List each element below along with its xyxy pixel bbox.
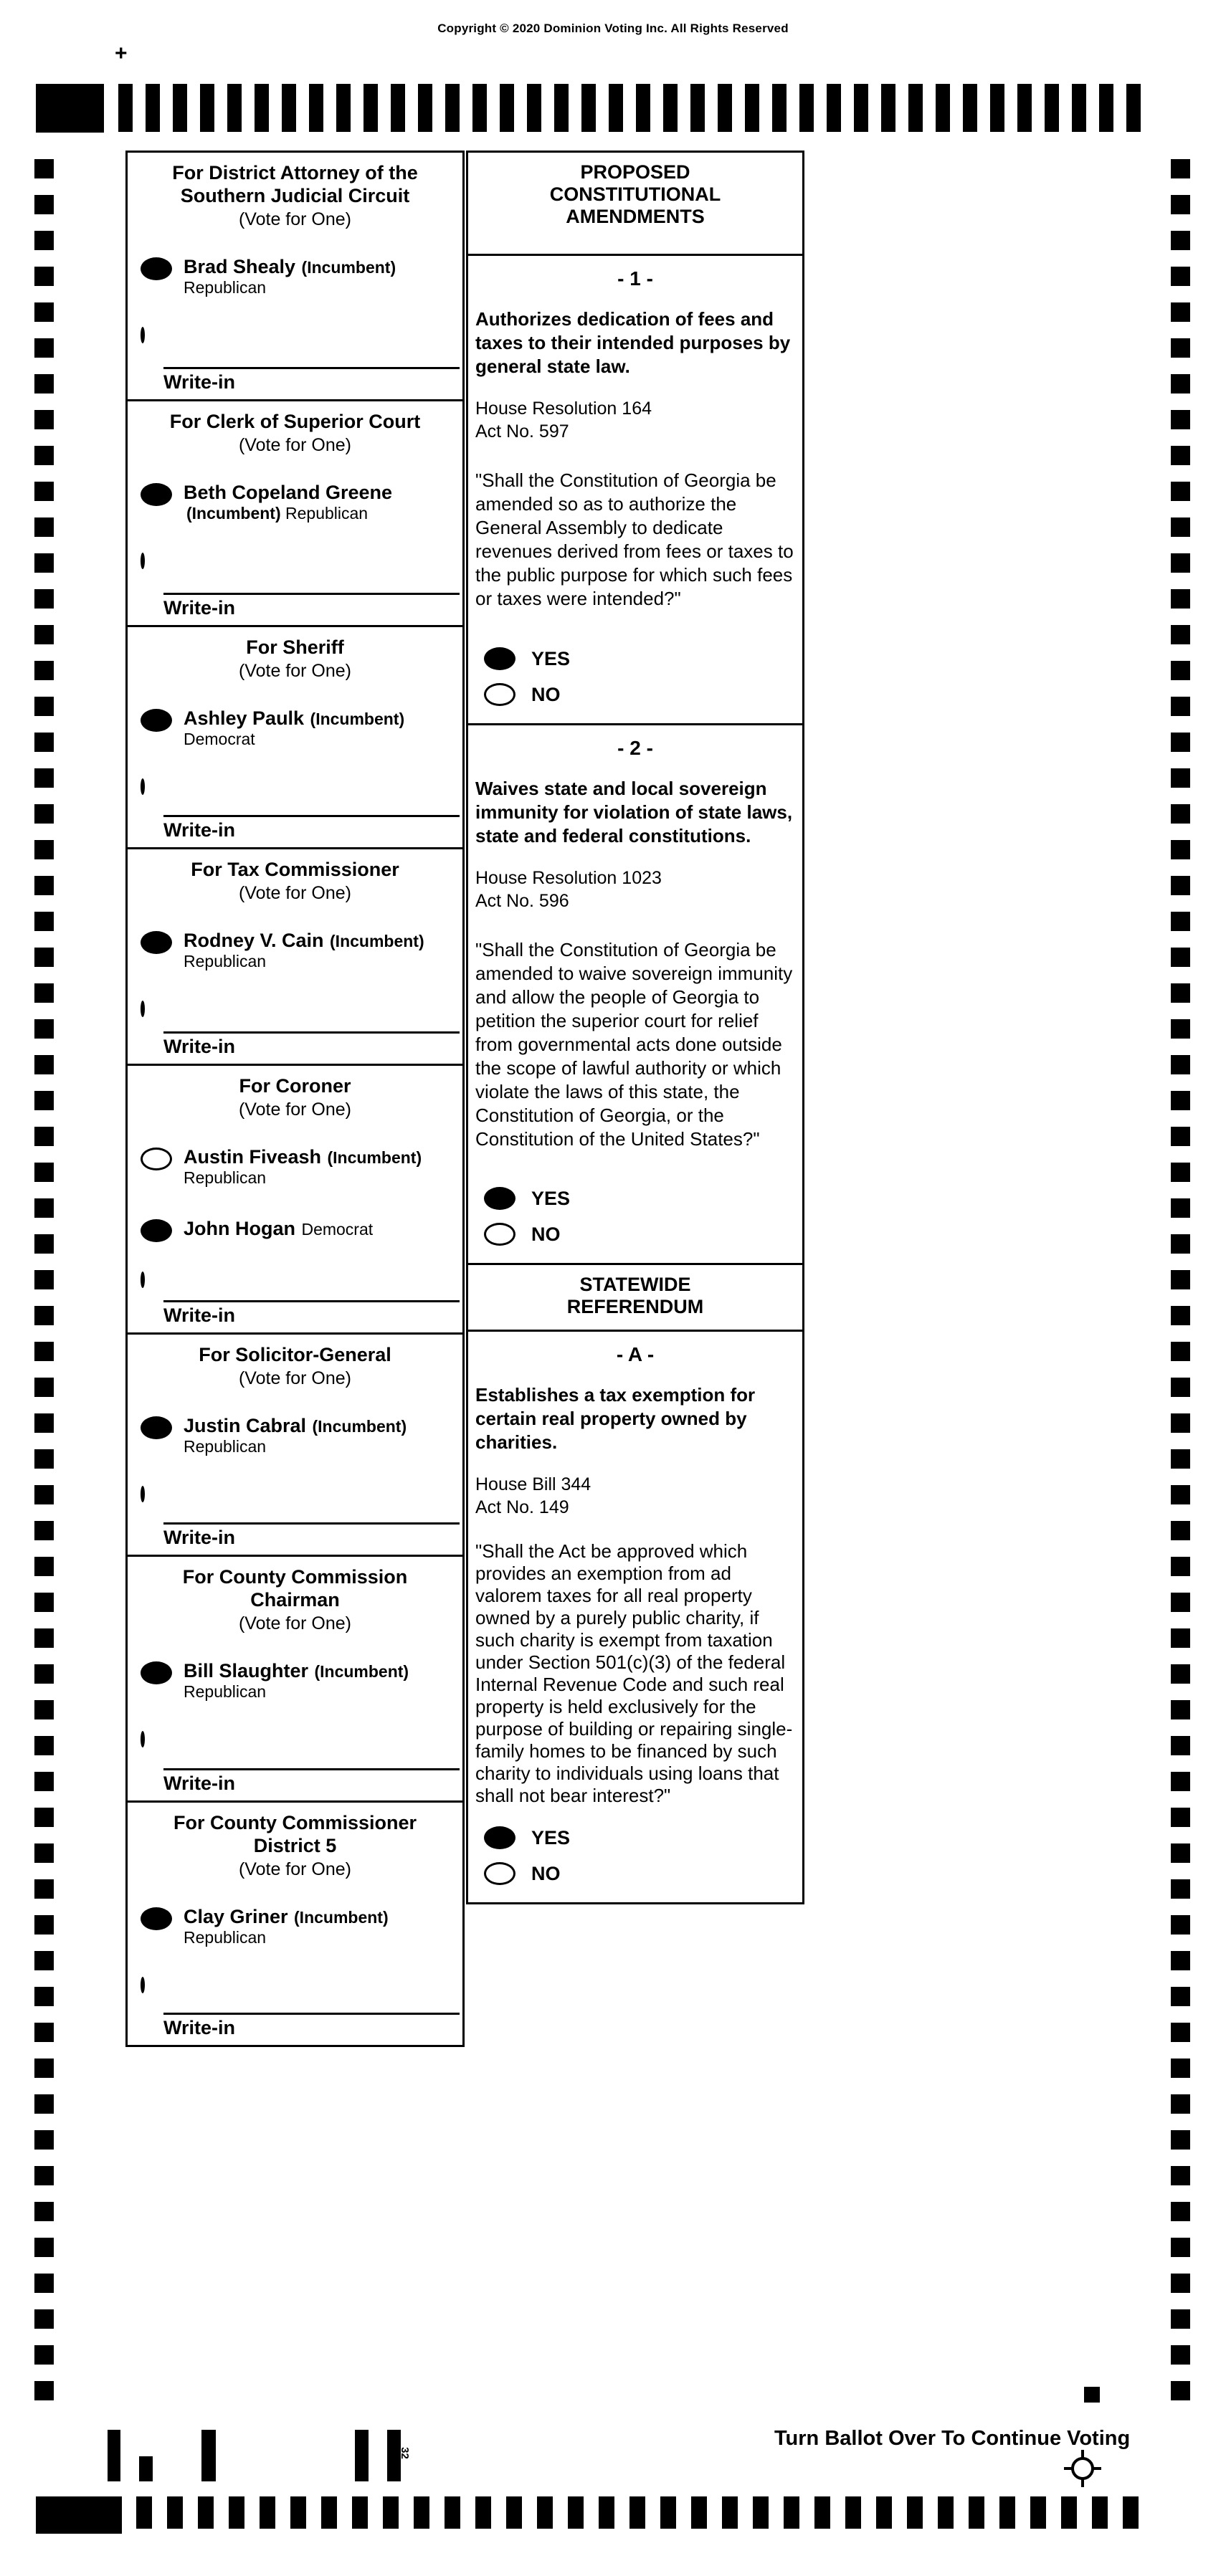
write-in-area [128, 1300, 462, 1327]
vote-for-instruction: (Vote for One) [238, 661, 352, 681]
measure-number: - A - [616, 1343, 655, 1365]
write-in-line[interactable] [163, 1300, 460, 1302]
measure-question: "Shall the Act be approved which provides an exemption from ad valorem taxes for all real property owned by a purely public charity, if such charity is exempt from taxation under Section 501(c)(3) of the federal Internal Revenue Code and such real property is held exclusively for the purpose of building or repairing single-family homes to be financed by such charity to individuals using loans that shall not bear interest?" [475, 1540, 793, 1806]
measure-references: House Resolution 164 Act No. 597 [475, 399, 652, 442]
candidate-row [141, 1660, 458, 1702]
write-in-area [128, 1031, 462, 1058]
measure-options [468, 647, 802, 706]
contest-title: For Clerk of Superior Court [169, 411, 421, 432]
option-label: NO [531, 1223, 561, 1245]
contest-solicitor-general [125, 1332, 465, 1557]
stub-barcode-bar [139, 2456, 153, 2481]
amendments-header: PROPOSED CONSTITUTIONAL AMENDMENTS [466, 151, 804, 256]
vote-for-instruction: (Vote for One) [238, 883, 352, 903]
write-in-candidate-row [141, 1003, 458, 1016]
contest-title: For Coroner [239, 1075, 351, 1097]
candidate-party: (Incumbent) Democrat [184, 710, 405, 748]
vote-oval[interactable] [141, 709, 172, 732]
candidate-party: (Incumbent) Republican [184, 258, 396, 297]
write-in-area [128, 367, 462, 393]
contest-commission-chairman [125, 1555, 465, 1803]
contest-sheriff [125, 625, 465, 849]
measure-summary: Waives state and local sovereign immunity for violation of state laws, state and federal constitutions. [475, 778, 793, 846]
candidate-row [141, 482, 458, 523]
amendment-2 [466, 723, 804, 1265]
write-in-label: Write-in [163, 597, 235, 619]
candidate-name: Bill Slaughter [184, 1660, 309, 1681]
contest-title: For Tax Commissioner [191, 859, 399, 880]
candidate-row [141, 1146, 458, 1188]
vote-oval[interactable] [141, 1219, 172, 1242]
timing-mark-bottom-block [36, 2496, 122, 2534]
candidate-party: (Incumbent) Republican [184, 1908, 389, 1947]
write-in-label: Write-in [163, 1773, 235, 1794]
contest-district-attorney [125, 151, 465, 401]
stub-code: 32 [398, 2447, 411, 2459]
candidate-party: (Incumbent) Republican [184, 1417, 407, 1456]
vote-oval[interactable] [484, 683, 515, 706]
stub-barcode-bar [108, 2430, 120, 2481]
vote-oval[interactable] [141, 1416, 172, 1439]
option-label: YES [531, 647, 571, 669]
write-in-line[interactable] [163, 2013, 460, 2015]
stub-barcode-bar [201, 2430, 216, 2481]
write-in-candidate-row [141, 1733, 458, 1746]
timing-marks-left [34, 159, 54, 2403]
option-no-row [484, 1223, 802, 1246]
contest-coroner [125, 1064, 465, 1335]
contest-title: For County Commissioner District 5 [173, 1812, 417, 1856]
option-label: NO [531, 683, 561, 705]
contest-title: For County Commission Chairman [182, 1566, 408, 1611]
write-in-candidate-row [141, 1979, 458, 1992]
vote-oval[interactable] [141, 257, 172, 280]
candidate-row [141, 707, 458, 749]
vote-oval[interactable] [141, 483, 172, 506]
write-in-candidate-row [141, 555, 458, 568]
vote-oval[interactable] [484, 1223, 515, 1246]
vote-oval[interactable] [141, 1907, 172, 1930]
registration-crosshair-icon [1063, 2448, 1103, 2489]
contests-column [125, 151, 465, 2047]
referendum-a [466, 1330, 804, 1904]
vote-for-instruction: (Vote for One) [238, 435, 352, 455]
write-in-label: Write-in [163, 2017, 235, 2038]
measure-options [468, 1826, 802, 1885]
contest-title: For Sheriff [246, 636, 344, 658]
write-in-oval[interactable] [141, 1001, 145, 1017]
candidate-party: Democrat [301, 1220, 374, 1239]
write-in-line[interactable] [163, 1768, 460, 1770]
vote-for-instruction: (Vote for One) [238, 1099, 352, 1120]
measure-references: House Bill 344 Act No. 149 [475, 1474, 591, 1517]
candidate-name: Austin Fiveash [184, 1146, 322, 1168]
option-no-row [484, 1862, 802, 1885]
measure-summary: Authorizes dedication of fees and taxes to their intended purposes by general state law. [475, 308, 791, 377]
alignment-plus-icon: + [115, 42, 128, 65]
candidate-row [141, 1415, 458, 1456]
option-label: YES [531, 1826, 571, 1848]
candidate-name: Ashley Paulk [184, 707, 305, 729]
vote-oval[interactable] [484, 1862, 515, 1885]
candidate-party: (Incumbent) Republican [184, 1662, 409, 1701]
vote-oval[interactable] [484, 1187, 515, 1210]
option-yes-row [484, 1187, 802, 1210]
write-in-label: Write-in [163, 1304, 235, 1326]
vote-for-instruction: (Vote for One) [238, 209, 352, 229]
vote-oval[interactable] [141, 1148, 172, 1170]
write-in-line[interactable] [163, 815, 460, 817]
write-in-label: Write-in [163, 1036, 235, 1057]
referendum-header: STATEWIDE REFERENDUM [466, 1263, 804, 1332]
write-in-candidate-row [141, 1488, 458, 1501]
candidate-row [141, 930, 458, 971]
candidate-party: (Incumbent) Republican [184, 1148, 422, 1187]
copyright-line: Copyright © 2020 Dominion Voting Inc. All Rights Reserved [437, 22, 789, 35]
option-yes-row [484, 1826, 802, 1849]
measure-number: - 2 - [617, 737, 653, 759]
measure-references: House Resolution 1023 Act No. 596 [475, 868, 662, 911]
measure-number: - 1 - [617, 267, 653, 290]
candidate-name: Justin Cabral [184, 1415, 307, 1436]
candidate-name: Beth Copeland Greene [184, 482, 393, 503]
candidate-party: (Incumbent) Republican [186, 504, 369, 523]
write-in-line[interactable] [163, 593, 460, 595]
vote-oval[interactable] [484, 1826, 515, 1849]
vote-oval[interactable] [141, 931, 172, 954]
timing-marks-top [118, 84, 1141, 132]
candidate-name: Rodney V. Cain [184, 930, 324, 951]
write-in-area [128, 1768, 462, 1795]
write-in-oval[interactable] [141, 1977, 145, 1993]
vote-oval[interactable] [484, 647, 515, 670]
write-in-candidate-row [141, 1274, 458, 1287]
candidate-party: (Incumbent) Republican [184, 932, 424, 970]
write-in-line[interactable] [163, 1031, 460, 1034]
option-label: YES [531, 1187, 571, 1209]
write-in-oval[interactable] [141, 1272, 145, 1288]
option-yes-row [484, 647, 802, 670]
measure-summary: Establishes a tax exemption for certain real property owned by charities. [475, 1384, 756, 1453]
measures-column [466, 151, 804, 1904]
write-in-area [128, 593, 462, 619]
write-in-line[interactable] [163, 1522, 460, 1525]
write-in-oval[interactable] [141, 778, 145, 795]
contest-tax-commissioner [125, 847, 465, 1066]
write-in-oval[interactable] [141, 553, 145, 569]
candidate-name: Brad Shealy [184, 256, 296, 277]
write-in-label: Write-in [163, 371, 235, 393]
write-in-area [128, 1522, 462, 1549]
contest-title: For District Attorney of the Southern Judicial Circuit [172, 162, 418, 206]
write-in-oval[interactable] [141, 1731, 145, 1747]
vote-for-instruction: (Vote for One) [238, 1859, 352, 1879]
vote-oval[interactable] [141, 1661, 172, 1684]
turn-ballot-over-text: Turn Ballot Over To Continue Voting [774, 2427, 1131, 2450]
candidate-name: Clay Griner [184, 1906, 288, 1927]
vote-for-instruction: (Vote for One) [238, 1368, 352, 1388]
write-in-area [128, 2013, 462, 2039]
write-in-candidate-row [141, 329, 458, 342]
measure-options [468, 1187, 802, 1246]
write-in-area [128, 815, 462, 841]
write-in-candidate-row [141, 781, 458, 793]
timing-marks-bottom [136, 2496, 1139, 2529]
contest-title: For Solicitor-General [199, 1344, 391, 1365]
candidate-name: John Hogan [184, 1218, 295, 1239]
timing-marks-right [1171, 159, 1190, 2403]
contest-commissioner-district-5 [125, 1800, 465, 2047]
amendment-1 [466, 254, 804, 725]
write-in-oval[interactable] [141, 1486, 145, 1502]
write-in-label: Write-in [163, 819, 235, 841]
option-label: NO [531, 1862, 561, 1884]
timing-mark-corner-block [36, 84, 104, 133]
candidate-row [141, 1218, 458, 1242]
candidate-row [141, 256, 458, 297]
measure-question: "Shall the Constitution of Georgia be amended so as to authorize the General Assembly to dedicate revenues derived from fees or taxes to the public purpose for which such fees or taxes were intended?" [475, 469, 794, 609]
stub-barcode-bar [355, 2430, 369, 2481]
timing-mark-square [1084, 2387, 1100, 2403]
measure-question: "Shall the Constitution of Georgia be amended to waive sovereign immunity and allow the people of Georgia to petition the superior court for relief from governmental acts done outside the scope of lawful authority or which violate the laws of this state, the Constitution of Georgia, or the Constitution of the United States?" [475, 939, 793, 1150]
write-in-label: Write-in [163, 1527, 235, 1548]
candidate-row [141, 1906, 458, 1947]
vote-for-instruction: (Vote for One) [238, 1613, 352, 1633]
write-in-oval[interactable] [141, 327, 145, 343]
contest-clerk-superior-court [125, 399, 465, 627]
option-no-row [484, 683, 802, 706]
write-in-line[interactable] [163, 367, 460, 369]
